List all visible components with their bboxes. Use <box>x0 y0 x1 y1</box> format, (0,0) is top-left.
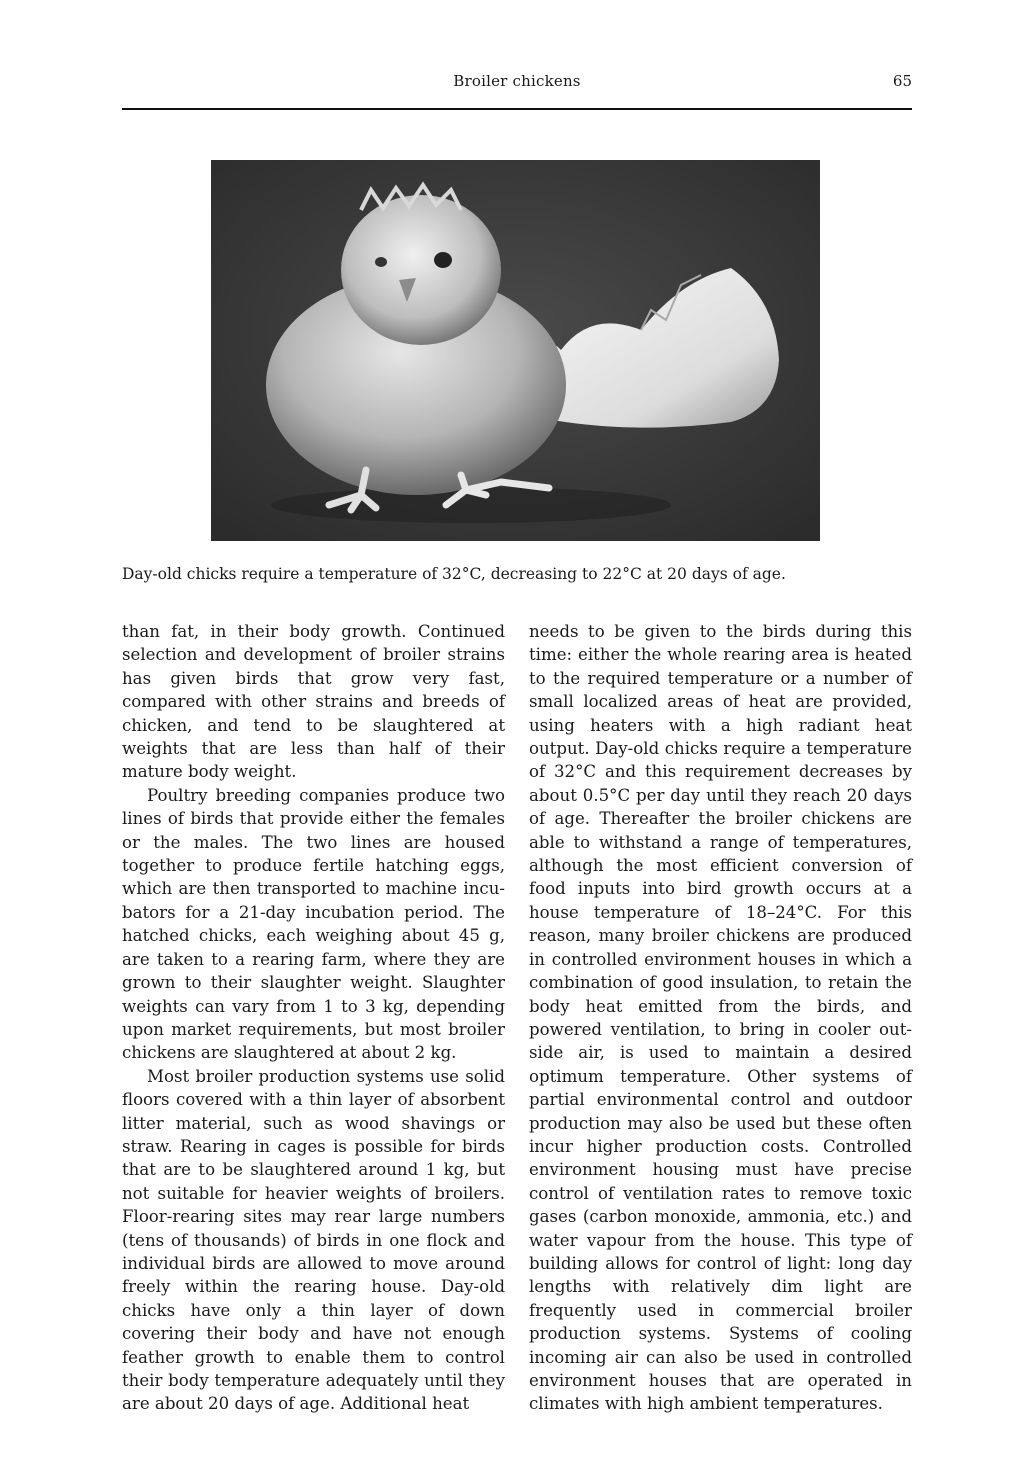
paragraph: needs to be given to the birds during this time: either the whole rearing area is heated to the required temperature or a number of small localized areas of heat are provided, using heaters with a high radiant heat output. Day-old chicks require a temperature of 32°C and this requirement decreases by about 0.5°C per day until they reach 20 days of age. Thereafter the broiler chickens are able to withstand a range of temperatures, although the most efficient conversion of food inputs into bird growth occurs at a house temperature of 18–24°C. For this reason, many broiler chickens are produced in controlled environment houses in which a combination of good insulation, to retain the body heat emitted from the birds, and powered ventilation, to bring in cooler outside air, is used to maintain a desired optimum temperature. Other systems of partial environmental control and outdoor production may also be used but these often incur higher production costs. Controlled environment housing must have precise control of ventilation rates to remove toxic gases (carbon monoxide, ammonia, etc.) and water vapour from the house. This type of building allows for control of light: long day lengths with relatively dim light are frequently used in commercial broiler production systems. Systems of cooling incoming air can also be used in controlled environment houses that are operated in climates with high ambient temperatures. <box>529 622 912 1414</box>
right-text-column <box>529 620 912 1416</box>
figure-caption: Day-old chicks require a temperature of 32°C, decreasing to 22°C at 20 days of age. <box>122 565 786 583</box>
paragraph: than fat, in their body growth. Continued selection and development of broiler strains has given birds that grow very fast, compared with other strains and breeds of chicken, and tend to be slaughtered at weights that are less than half of their mature body weight. <box>122 622 505 782</box>
chick-photo <box>211 160 820 541</box>
header-rule <box>122 108 912 110</box>
left-text-column <box>122 620 505 1416</box>
paragraph: Most broiler production systems use solid floors covered with a thin layer of absorbent litter material, such as wood shavings or straw. Rearing in cages is possible for birds that are to be slaughtered around 1 kg, but not suitable for heavier weights of broilers. Floor-rearing sites may rear large numbers (tens of thousands) of birds in one flock and individual birds are allowed to move around freely within the rearing house. Day-old chicks have only a thin layer of down covering their body and have not enough feather growth to enable them to control their body temperature adequately until they are about 20 days of age. Additional heat <box>122 1066 505 1414</box>
paragraph: Poultry breeding companies produce two lines of birds that provide either the females or the males. The two lines are housed together to produce fertile hatching eggs, which are then transported to machine incubators for a 21-day incubation period. The hatched chicks, each weighing about 45 g, are taken to a rearing farm, where they are grown to their slaughter weight. Slaughter weights can vary from 1 to 3 kg, depending upon market requirements, but most broiler chickens are slaughtered at about 2 kg. <box>122 785 505 1063</box>
running-header <box>122 70 912 94</box>
page-number: 65 <box>892 72 912 90</box>
chick-and-eggshell-illustration <box>211 160 820 541</box>
running-title: Broiler chickens <box>453 72 581 90</box>
